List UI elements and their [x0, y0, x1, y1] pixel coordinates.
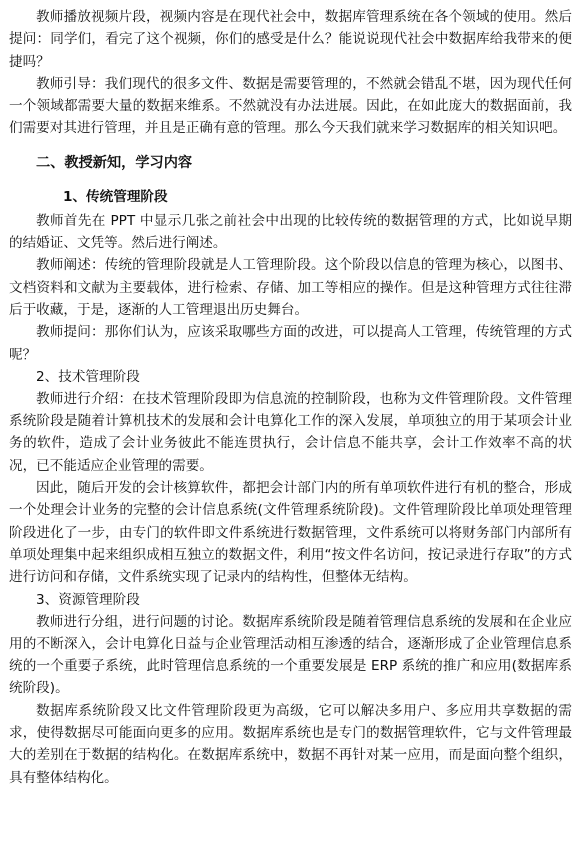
paragraph-group-discussion: 教师进行分组，进行问题的讨论。数据库系统阶段是随着管理信息系统的发展和在企业应用的不断深入，会计电算化日益与企业管理活动相互渗透的结合，逐渐形成了企业管理信息系统的一个重要子系统，此时管理信息系统的一个重要发展是 ERP 系统的推广和应用(数据库系统阶段)。: [9, 613, 572, 697]
subheading-traditional-management: 1、传统管理阶段: [63, 188, 168, 205]
paragraph-ppt-display: 教师首先在 PPT 中显示几张之前社会中出现的比较传统的数据管理的方式，比如说早期的结婚证、文凭等。然后进行阐述。: [9, 212, 572, 252]
paragraph-teacher-explain: 教师阐述：传统的管理阶段就是人工管理阶段。这个阶段以信息的管理为核心，以图书、文档资料和文献为主要载体，进行检索、存储、加工等相应的操作。但是这种管理方式往往滞后于收藏，于是，逐渐的人工管理退出历史舞台。: [9, 257, 572, 318]
paragraph-database-system: 数据库系统阶段又比文件管理阶段更为高级，它可以解决多用户、多应用共享数据的需求，使得数据尽可能面向更多的应用。数据库系统也是专门的数据管理软件，它与文件管理最大的差别在于数据的结构化。在数据库系统中，数据不再针对某一应用，而是面向整个组织，具有整体结构化。: [9, 702, 572, 786]
paragraph-accounting-software: 因此，随后开发的会计核算软件，都把会计部门内的所有单项软件进行有机的整合，形成一个处理会计业务的完整的会计信息系统(文件管理系统阶段)。文件管理阶段比单项处理管理阶段进化了一步，由专门的软件即文件系统进行数据管理，文件系统可以将财务部门内部所有单项处理集中起来组织成相互独立的数据文件，利用“按文件名访问，按记录进行存取”的方式进行访问和存储，文件系统实现了记录内的结构性，但整体无结构。: [9, 480, 572, 586]
paragraph-teacher-question: 教师提问：那你们认为，应该采取哪些方面的改进，可以提高人工管理，传统管理的方式呢？: [9, 324, 572, 363]
paragraph-teacher-guide: 教师引导：我们现代的很多文件、数据是需要管理的，不然就会错乱不堪，因为现代任何一个领域都需要大量的数据来维系。不然就没有办法进展。因此，在如此庞大的数据面前，我们需要对其进行管理，并且是正确有意的管理。那么今天我们就来学习数据库的相关知识吧。: [9, 75, 572, 137]
subheading-resource-management: 3、资源管理阶段: [36, 591, 140, 608]
paragraph-video-intro: 教师播放视频片段，视频内容是在现代社会中，数据库管理系统在各个领域的使用。然后提问：同学们，看完了这个视频，你们的感受是什么？能说说现代社会中数据库给我带来的便捷吗？: [9, 9, 572, 70]
paragraph-technical-intro: 教师进行介绍：在技术管理阶段即为信息流的控制阶段，也称为文件管理阶段。文件管理系统阶段是随着计算机技术的发展和会计电算化工作的深入发展，单项独立的用于某项会计业务的软件，造成了会计业务彼此不能连贯执行，会计信息不能共享，会计工作效率不高的状况，已不能适应企业管理的需要。: [9, 390, 572, 474]
subheading-technical-management: 2、技术管理阶段: [36, 368, 140, 385]
section-heading-new-knowledge: 二、教授新知，学习内容: [36, 154, 193, 171]
